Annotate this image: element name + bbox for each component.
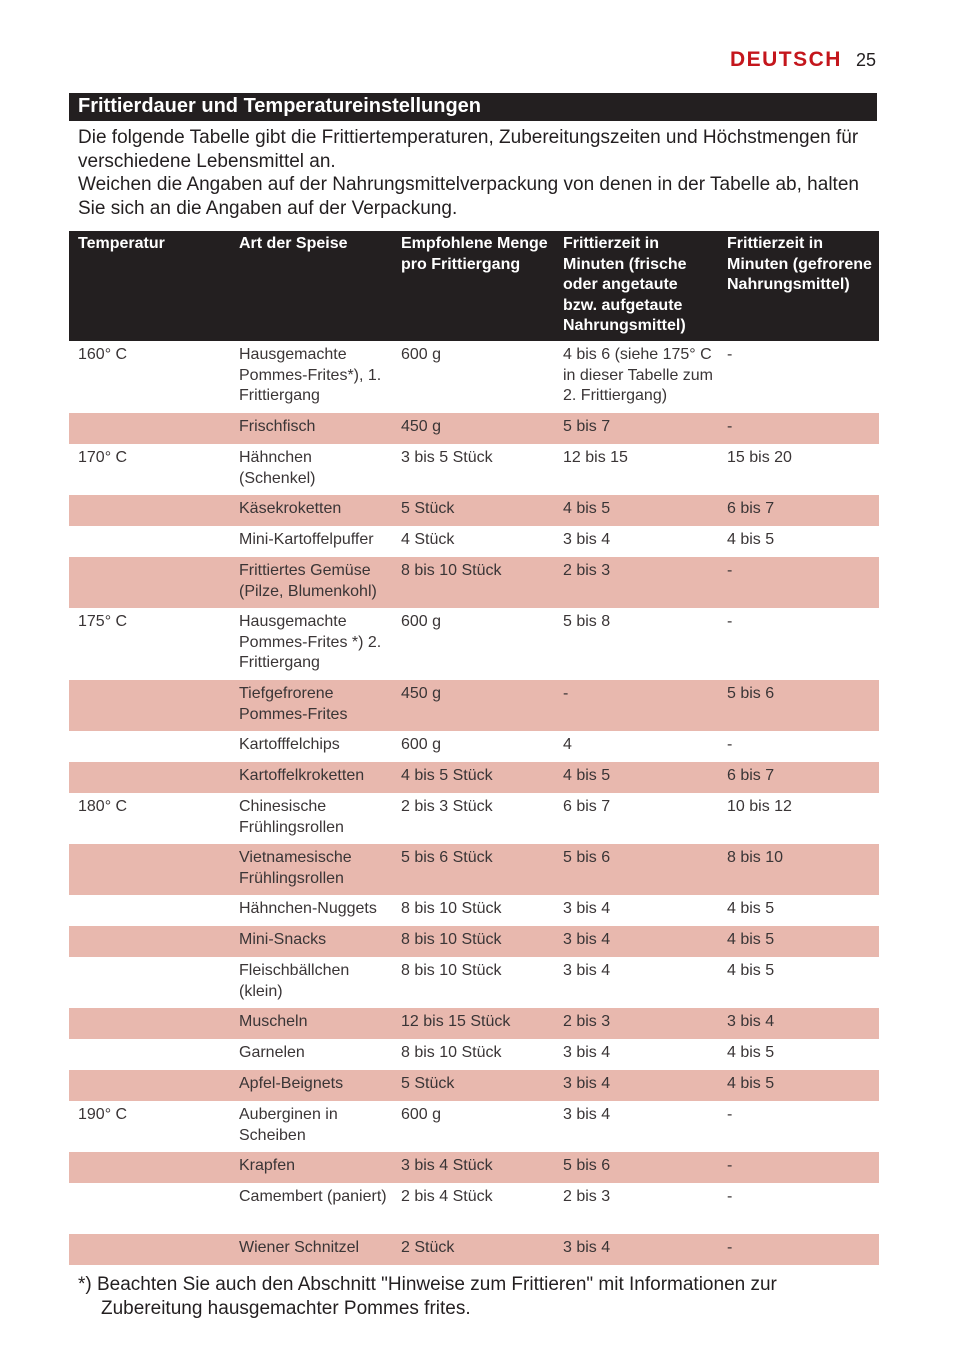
header-temperature: Temperatur — [69, 231, 230, 341]
cell-time-frozen: - — [727, 346, 733, 363]
cell-food-type: Krapfen — [230, 1152, 392, 1183]
cell-food-type: Tiefgefrorene Pommes-Frites — [230, 680, 392, 731]
cell-time-frozen: 3 bis 4 — [718, 1008, 879, 1039]
table-row — [69, 1101, 879, 1152]
cell-time-fresh: 2 bis 3 — [563, 1188, 611, 1205]
cell-food-type: Frischfisch — [230, 413, 392, 444]
table-row — [69, 608, 879, 680]
cell-time-fresh: 4 — [563, 736, 572, 753]
cell-quantity: 4 Stück — [401, 531, 455, 548]
cell-time-frozen: 8 bis 10 — [718, 844, 879, 895]
cell-food-type: Hausgemachte Pommes-Frites *) 2. Frittiergang — [239, 613, 382, 671]
table-row — [69, 895, 879, 926]
cell-quantity: 600 g — [401, 346, 442, 363]
cell-time-frozen: 5 bis 6 — [718, 680, 879, 731]
table-row — [69, 957, 879, 1008]
table-row — [69, 1039, 879, 1070]
cell-time-frozen: - — [718, 413, 879, 444]
table-row — [69, 1070, 879, 1101]
cell-time-fresh: 5 bis 6 — [554, 1152, 718, 1183]
cell-temperature — [69, 1008, 230, 1039]
cell-time-frozen: 4 bis 5 — [727, 531, 775, 548]
cell-time-fresh: 6 bis 7 — [563, 798, 611, 815]
frying-table — [69, 231, 879, 1265]
cell-time-frozen: 4 bis 5 — [718, 1070, 879, 1101]
cell-temperature — [69, 680, 230, 731]
cell-time-fresh: 3 bis 4 — [554, 1234, 718, 1265]
page-header — [730, 48, 876, 72]
cell-quantity: 600 g — [401, 736, 442, 753]
cell-time-fresh: 3 bis 4 — [563, 1044, 611, 1061]
cell-time-fresh: 2 bis 3 — [554, 1008, 718, 1039]
cell-time-fresh: 3 bis 4 — [563, 1106, 611, 1123]
table-body — [69, 341, 879, 1265]
cell-time-fresh: 3 bis 4 — [563, 900, 611, 917]
cell-temperature — [69, 1152, 230, 1183]
cell-quantity: 3 bis 4 Stück — [392, 1152, 554, 1183]
cell-time-fresh: 3 bis 4 — [554, 926, 718, 957]
table-row — [69, 1183, 879, 1234]
cell-food-type: Auberginen in Scheiben — [239, 1106, 338, 1144]
cell-time-frozen: - — [727, 613, 733, 630]
header-time-fresh: Frittierzeit in Minuten (frische oder angetaute bzw. aufgetaute Nahrungsmittel) — [554, 231, 718, 341]
cell-quantity: 450 g — [392, 680, 554, 731]
cell-food-type: Garnelen — [239, 1044, 305, 1061]
cell-temperature — [69, 895, 230, 926]
cell-time-frozen: 4 bis 5 — [727, 1044, 775, 1061]
cell-time-fresh: - — [554, 680, 718, 731]
table-row — [69, 1152, 879, 1183]
cell-time-fresh: 3 bis 4 — [563, 962, 611, 979]
cell-time-frozen: - — [718, 557, 879, 608]
intro-paragraph: Die folgende Tabelle gibt die Frittiertemperaturen, Zubereitungszeiten und Höchstmengen für verschiedene Lebensmittel an. — [78, 127, 859, 172]
table-row — [69, 762, 879, 793]
table-row — [69, 557, 879, 608]
cell-quantity: 5 Stück — [392, 495, 554, 526]
cell-food-type: Muscheln — [230, 1008, 392, 1039]
cell-quantity: 2 Stück — [392, 1234, 554, 1265]
cell-time-fresh: 5 bis 8 — [563, 613, 611, 630]
cell-food-type: Camembert (paniert) — [239, 1188, 387, 1205]
cell-time-fresh: 12 bis 15 — [563, 449, 628, 466]
cell-time-fresh: 4 bis 5 — [554, 762, 718, 793]
cell-food-type: Chinesische Frühlingsrollen — [239, 798, 344, 836]
cell-temperature — [69, 495, 230, 526]
cell-time-frozen: 10 bis 12 — [727, 798, 792, 815]
cell-temperature — [69, 926, 230, 957]
cell-food-type: Frittiertes Gemüse (Pilze, Blumenkohl) — [230, 557, 392, 608]
cell-temperature — [69, 1039, 230, 1070]
table-row — [69, 680, 879, 731]
cell-quantity: 2 bis 3 Stück — [401, 798, 493, 815]
cell-quantity: 12 bis 15 Stück — [392, 1008, 554, 1039]
cell-temperature — [69, 557, 230, 608]
cell-time-frozen: 4 bis 5 — [718, 926, 879, 957]
cell-food-type: Apfel-Beignets — [230, 1070, 392, 1101]
cell-time-fresh: 5 bis 7 — [554, 413, 718, 444]
cell-temperature: 190° C — [78, 1106, 128, 1123]
cell-food-type: Hausgemachte Pommes-Frites*), 1. Frittiergang — [239, 346, 382, 404]
cell-food-type: Käsekroketten — [230, 495, 392, 526]
cell-quantity: 2 bis 4 Stück — [401, 1188, 493, 1205]
cell-quantity: 8 bis 10 Stück — [392, 557, 554, 608]
cell-time-frozen: - — [718, 1234, 879, 1265]
cell-time-frozen: 6 bis 7 — [718, 762, 879, 793]
cell-quantity: 450 g — [392, 413, 554, 444]
cell-temperature: 170° C — [78, 449, 128, 466]
cell-time-frozen: - — [727, 736, 733, 753]
cell-food-type: Kartofffelchips — [239, 736, 340, 753]
cell-food-type: Kartoffelkroketten — [230, 762, 392, 793]
cell-food-type: Hähnchen-Nuggets — [239, 900, 377, 917]
cell-temperature — [69, 957, 230, 1008]
cell-temperature — [69, 1070, 230, 1101]
table-row — [69, 341, 879, 413]
intro-paragraph: Weichen die Angaben auf der Nahrungsmittelverpackung von denen in der Tabelle ab, halten Sie sich an die Angaben auf der Verpackung. — [78, 174, 859, 219]
cell-food-type: Mini-Kartoffelpuffer — [239, 531, 374, 548]
language-label: DEUTSCH — [729, 48, 842, 71]
cell-quantity: 3 bis 5 Stück — [401, 449, 493, 466]
header-quantity: Empfohlene Menge pro Frittiergang — [392, 231, 554, 341]
cell-time-fresh: 4 bis 6 (siehe 175° C in dieser Tabelle zum 2. Frittiergang) — [563, 346, 714, 404]
cell-time-frozen: - — [727, 1188, 733, 1205]
cell-time-fresh: 3 bis 4 — [563, 531, 611, 548]
cell-food-type: Hähnchen (Schenkel) — [239, 449, 316, 487]
intro-text — [78, 126, 878, 220]
table-row — [69, 926, 879, 957]
cell-food-type: Mini-Snacks — [230, 926, 392, 957]
cell-temperature — [69, 844, 230, 895]
cell-time-fresh: 4 bis 5 — [554, 495, 718, 526]
cell-temperature — [69, 1234, 230, 1265]
cell-quantity: 600 g — [401, 1106, 442, 1123]
cell-quantity: 600 g — [401, 613, 442, 630]
table-row — [69, 1008, 879, 1039]
cell-time-frozen: - — [727, 1106, 733, 1123]
cell-time-frozen: 15 bis 20 — [727, 449, 792, 466]
cell-quantity: 4 bis 5 Stück — [392, 762, 554, 793]
cell-temperature: 180° C — [78, 798, 128, 815]
section-title: Frittierdauer und Temperatureinstellungen — [69, 93, 877, 121]
table-row — [69, 413, 879, 444]
cell-time-fresh: 5 bis 6 — [554, 844, 718, 895]
cell-quantity: 8 bis 10 Stück — [401, 962, 502, 979]
cell-time-frozen: - — [718, 1152, 879, 1183]
table-row — [69, 844, 879, 895]
cell-time-frozen: 4 bis 5 — [727, 962, 775, 979]
cell-temperature — [69, 1183, 230, 1234]
page-number: 25 — [855, 50, 876, 70]
cell-temperature — [69, 526, 230, 557]
table-row — [69, 793, 879, 844]
header-food-type: Art der Speise — [230, 231, 392, 341]
cell-quantity: 8 bis 10 Stück — [392, 926, 554, 957]
header-time-frozen: Frittierzeit in Minuten (gefrorene Nahrungsmittel) — [718, 231, 879, 341]
cell-temperature: 175° C — [78, 613, 128, 630]
table-row — [69, 526, 879, 557]
cell-time-fresh: 3 bis 4 — [554, 1070, 718, 1101]
cell-temperature: 160° C — [78, 346, 128, 363]
footnote: *) Beachten Sie auch den Abschnitt "Hinweise zum Frittieren" mit Informationen zur Zubereitung hausgemachter Pommes frites. — [78, 1274, 777, 1319]
cell-temperature — [69, 731, 230, 762]
cell-quantity: 8 bis 10 Stück — [401, 900, 502, 917]
table-header-row — [69, 231, 879, 341]
cell-food-type: Fleischbällchen (klein) — [239, 962, 350, 1000]
cell-quantity: 8 bis 10 Stück — [401, 1044, 502, 1061]
cell-quantity: 5 bis 6 Stück — [392, 844, 554, 895]
cell-temperature — [69, 762, 230, 793]
cell-time-fresh: 2 bis 3 — [554, 557, 718, 608]
table-row — [69, 731, 879, 762]
cell-time-frozen: 4 bis 5 — [727, 900, 775, 917]
cell-food-type: Wiener Schnitzel — [230, 1234, 392, 1265]
cell-quantity: 5 Stück — [392, 1070, 554, 1101]
table-row — [69, 495, 879, 526]
cell-temperature — [69, 413, 230, 444]
table-row — [69, 1234, 879, 1265]
cell-food-type: Vietnamesische Frühlingsrollen — [230, 844, 392, 895]
cell-time-frozen: 6 bis 7 — [718, 495, 879, 526]
table-row — [69, 444, 879, 495]
